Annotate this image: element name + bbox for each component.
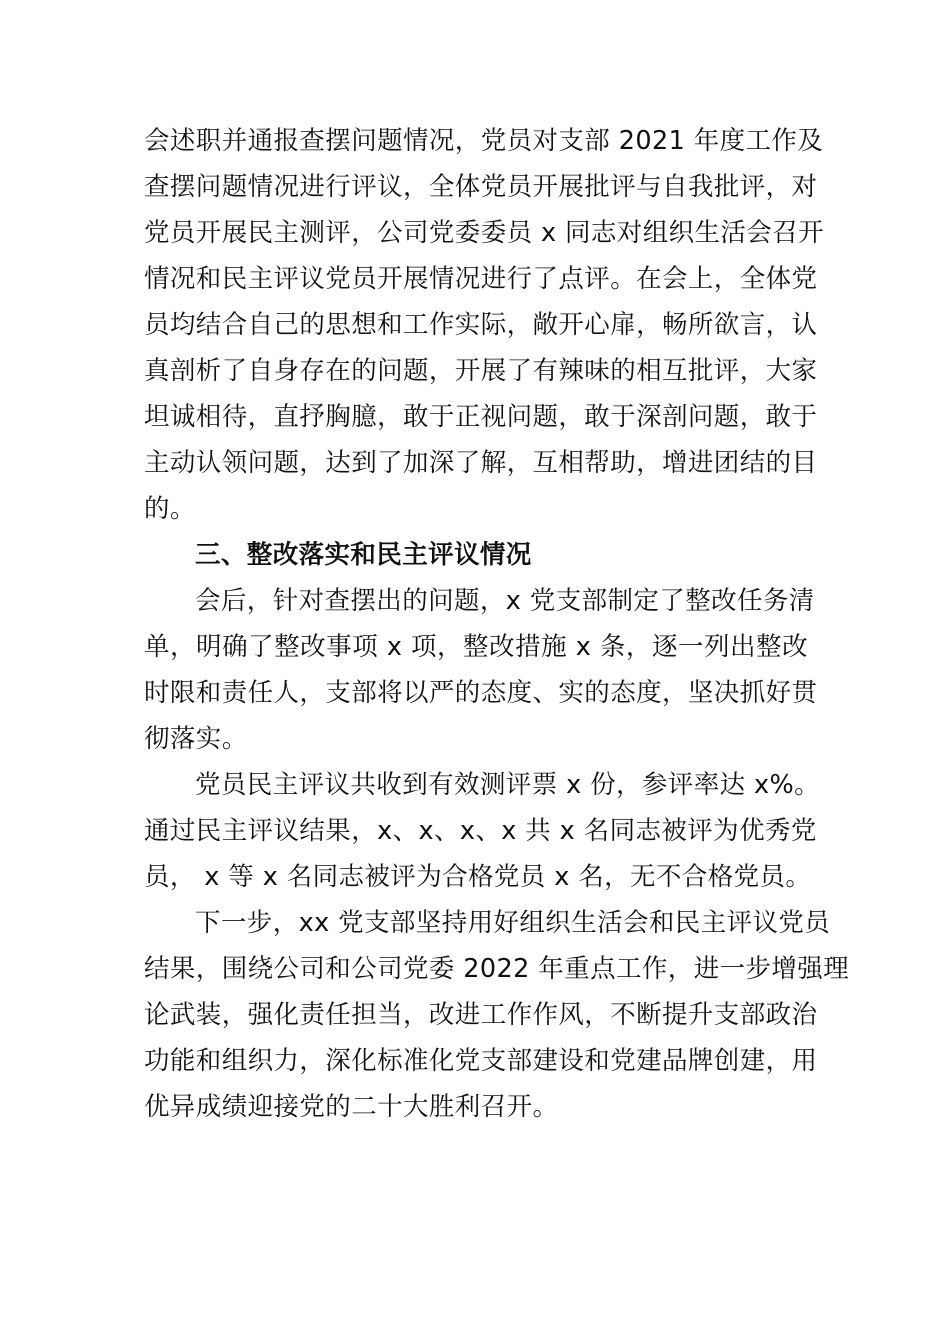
paragraph-line: 彻落实。	[144, 724, 248, 754]
paragraph-line: 主动认领问题，达到了加深了解，互相帮助，增进团结的目	[144, 448, 818, 478]
paragraph-line: 情况和民主评议党员开展情况进行了点评。在会上，全体党	[144, 264, 818, 294]
paragraph-line: 结果，围绕公司和公司党委 2022 年重点工作，进一步增强理	[144, 954, 850, 984]
paragraph-line: 党员开展民主测评，公司党委委员 x 同志对组织生活会召开	[144, 218, 825, 248]
paragraph-line: 功能和组织力，深化标准化党支部建设和党建品牌创建，用	[144, 1046, 818, 1076]
paragraph-line: 论武装，强化责任担当，改进工作作风，不断提升支部政治	[144, 1000, 818, 1030]
section-heading: 三、整改落实和民主评议情况	[195, 540, 532, 570]
paragraph-line: 会述职并通报查摆问题情况，党员对支部 2021 年度工作及	[144, 126, 824, 156]
paragraph-line: 优异成绩迎接党的二十大胜利召开。	[144, 1092, 559, 1122]
paragraph-line: 员均结合自己的思想和工作实际，敞开心扉，畅所欲言，认	[144, 310, 818, 340]
paragraph-line: 员， x 等 x 名同志被评为合格党员 x 名，无不合格党员。	[144, 862, 812, 892]
paragraph-line: 单，明确了整改事项 x 项，整改措施 x 条，逐一列出整改	[144, 632, 808, 662]
paragraph-line: 查摆问题情况进行评议，全体党员开展批评与自我批评，对	[144, 172, 818, 202]
paragraph-line: 下一步，xx 党支部坚持用好组织生活会和民主评议党员	[195, 908, 831, 938]
paragraph-line: 会后，针对查摆出的问题，x 党支部制定了整改任务清	[195, 586, 815, 616]
paragraph-line: 党员民主评议共收到有效测评票 x 份，参评率达 x%。	[195, 770, 821, 800]
paragraph-line: 坦诚相待，直抒胸臆，敢于正视问题，敢于深剖问题，敢于	[144, 402, 818, 432]
paragraph-line: 通过民主评议结果，x、x、x、x 共 x 名同志被评为优秀党	[144, 816, 817, 846]
paragraph-line: 真剖析了自身存在的问题，开展了有辣味的相互批评，大家	[144, 356, 818, 386]
paragraph-line: 时限和责任人，支部将以严的态度、实的态度，坚决抓好贯	[144, 678, 818, 708]
paragraph-line: 的。	[144, 494, 196, 524]
